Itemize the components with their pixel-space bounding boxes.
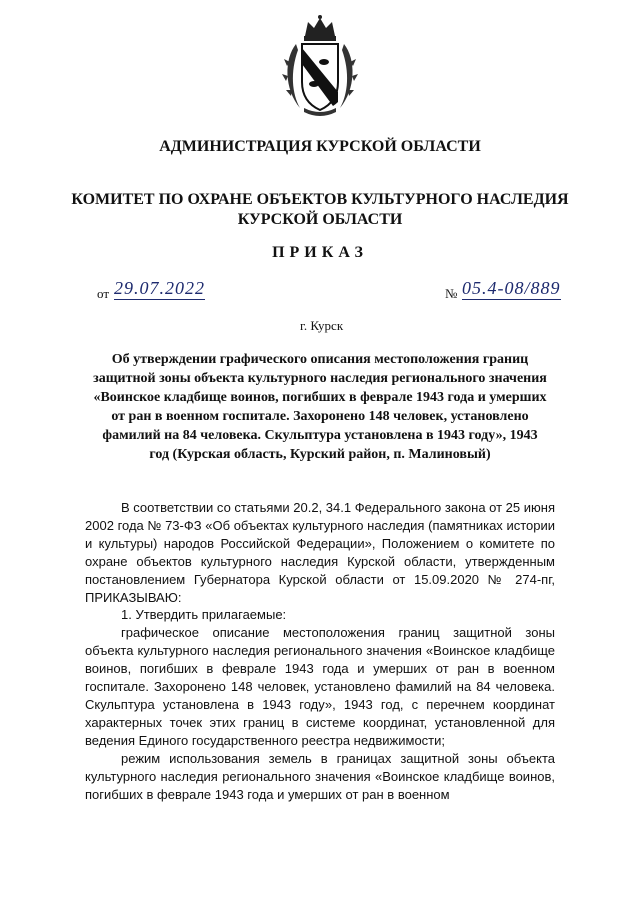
date-label: от bbox=[97, 286, 110, 301]
number-label: № bbox=[445, 286, 458, 301]
handwritten-number: 05.4-08/889 bbox=[462, 278, 561, 298]
body-paragraph: режим использования земель в границах защитной зоны объекта культурного наследия регионального значения «Воинское кладбище воинов, погибших в феврале 1943 года и умерших от ран в военном bbox=[85, 750, 555, 802]
committee-line-2: КУРСКОЙ ОБЛАСТИ bbox=[237, 211, 403, 228]
organization-name: АДМИНИСТРАЦИЯ КУРСКОЙ ОБЛАСТИ bbox=[159, 138, 481, 155]
body-paragraph: графическое описание местоположения границ защитной зоны объекта культурного наследия регионального значения «Воинское кладбище воинов, погибших в феврале 1943 года и умерших от ран в военном госпитале. Захоронено 148 человек, установлено фамилий на 84 человека. Скульптура установлена в 1943 году», 1943 год, с перечнем координат характерных точек этих границ в системе координат, установленной для ведения Единого государственного реестра недвижимости; bbox=[85, 625, 555, 748]
body-paragraph: В соответствии со статьями 20.2, 34.1 Федерального закона от 25 июня 2002 года № 73-ФЗ «Об объектах культурного наследия (памятниках истории и культуры) народов Российской Федерации», Положением о комитете по охране объектов культурного наследия Курской области, утвержденным постановлением Губернатора Курской области от 15.09.2020 № 274-пг, ПРИКАЗЫВАЮ: bbox=[85, 500, 555, 605]
body-paragraph: 1. Утвердить прилагаемые: bbox=[121, 607, 287, 623]
document-subject: Об утверждении графического описания местоположения границ защитной зоны объекта культурного наследия регионального значения «Воинское кладбище воинов, погибших в феврале 1943 года и умерших от ран в военном госпитале. Захоронено 148 человек, установлено фамилий на 84 человека. Скульптура установлена в 1943 году», 1943 год (Курская область, Курский район, п. Малиновый) bbox=[93, 352, 547, 462]
coat-of-arms-icon bbox=[278, 14, 362, 118]
city: г. Курск bbox=[300, 318, 344, 333]
committee-name bbox=[0, 190, 640, 230]
document-body bbox=[85, 499, 555, 803]
handwritten-date: 29.07.2022 bbox=[114, 278, 205, 298]
document-type: ПРИКАЗ bbox=[272, 244, 368, 261]
committee-line-1: КОМИТЕТ ПО ОХРАНЕ ОБЪЕКТОВ КУЛЬТУРНОГО НАСЛЕДИЯ bbox=[71, 191, 569, 208]
